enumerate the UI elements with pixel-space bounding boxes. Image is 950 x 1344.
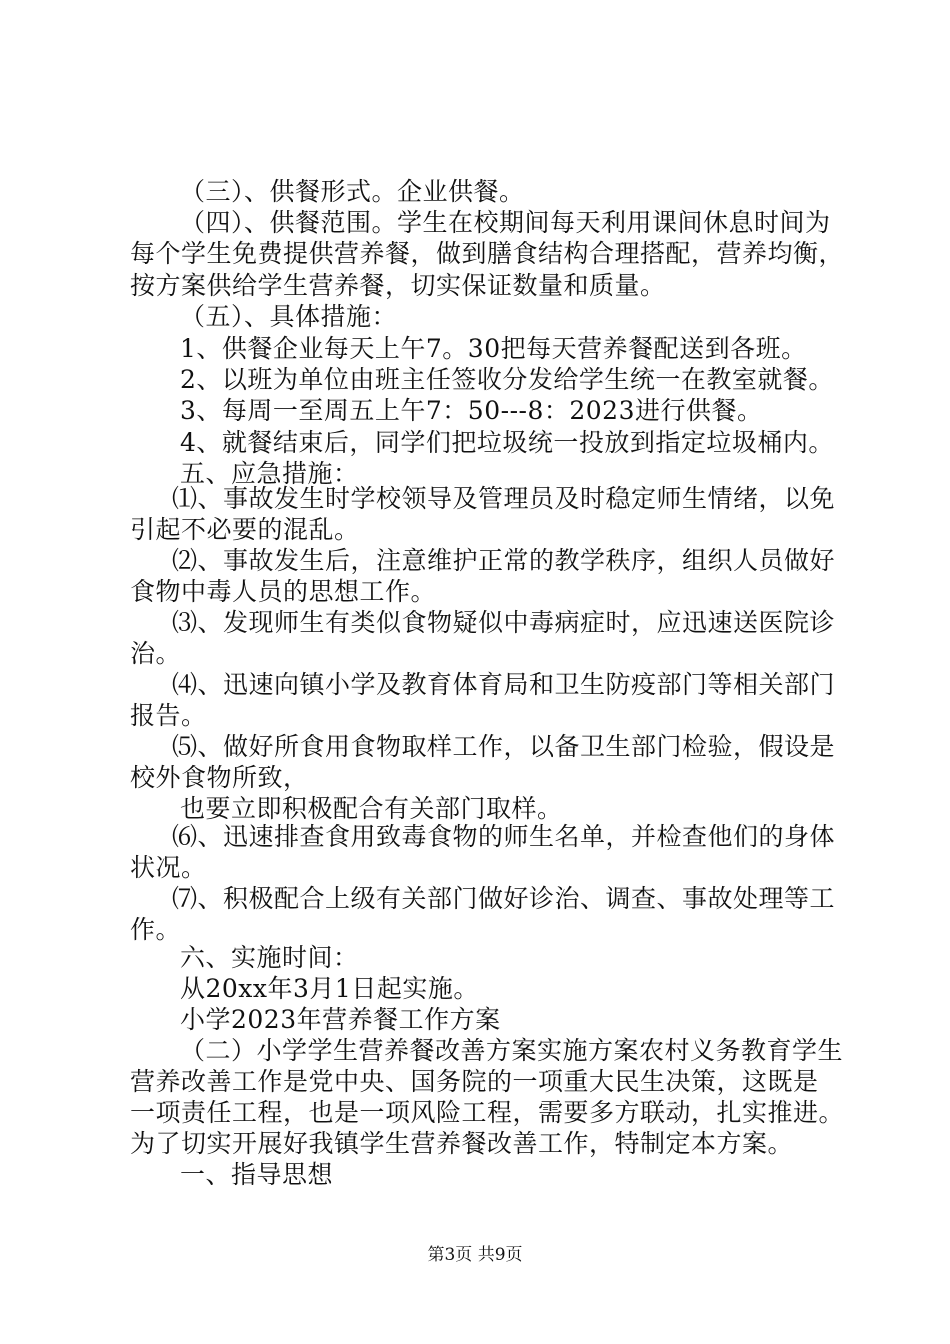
text-line: ⑷、迅速向镇小学及教育体育局和卫生防疫部门等相关部门	[172, 670, 836, 699]
text-line: 食物中毒人员的思想工作。	[130, 577, 437, 606]
text-line: 六、实施时间：	[180, 943, 359, 972]
text-line: 报告。	[130, 701, 207, 730]
text-line: 也要立即积极配合有关部门取样。	[180, 794, 563, 823]
text-line: 一项责任工程，也是一项风险工程，需要多方联动，扎实推进。	[130, 1098, 845, 1127]
text-line: 治。	[130, 639, 182, 668]
text-line: （三）、供餐形式。企业供餐。	[180, 177, 525, 206]
page-number-footer: 第3页 共9页	[427, 1245, 523, 1265]
text-line: 营养改善工作是党中央、国务院的一项重大民生决策，这既是	[130, 1067, 819, 1096]
text-line: 作。	[130, 915, 182, 944]
text-line: ⑺、积极配合上级有关部门做好诊治、调查、事故处理等工	[172, 884, 836, 913]
text-line: ⑸、做好所食用食物取样工作，以备卫生部门检验，假设是	[172, 732, 836, 761]
text-line: 2、以班为单位由班主任签收分发给学生统一在教室就餐。	[180, 365, 834, 394]
text-line: ⑹、迅速排查食用致毒食物的师生名单，并检查他们的身体	[172, 822, 836, 851]
text-line: 引起不必要的混乱。	[130, 515, 360, 544]
text-line: 4、就餐结束后，同学们把垃圾统一投放到指定垃圾桶内。	[180, 428, 834, 457]
document-subtitle: 小学2023年营养餐工作方案	[180, 1005, 501, 1034]
text-line: ⑵、事故发生后，注意维护正常的教学秩序，组织人员做好	[172, 546, 836, 575]
text-line: 五、应急措施：	[180, 459, 359, 488]
text-line: （四）、供餐范围。学生在校期间每天利用课间休息时间为	[180, 208, 831, 237]
text-line: 状况。	[130, 853, 207, 882]
section-heading: 一、指导思想	[180, 1160, 334, 1189]
text-line: 校外食物所致，	[130, 763, 309, 792]
text-line: 每个学生免费提供营养餐，做到膳食结构合理搭配，营养均衡，	[130, 239, 845, 268]
text-line: 按方案供给学生营养餐，切实保证数量和质量。	[130, 271, 666, 300]
text-line: ⑶、发现师生有类似食物疑似中毒病症时，应迅速送医院诊	[172, 608, 836, 637]
text-line: 为了切实开展好我镇学生营养餐改善工作，特制定本方案。	[130, 1129, 794, 1158]
text-line: ⑴、事故发生时学校领导及管理员及时稳定师生情绪，以免	[172, 484, 836, 513]
text-line: （五）、具体措施：	[180, 302, 398, 331]
text-line: （二）小学学生营养餐改善方案实施方案农村义务教育学生	[180, 1036, 844, 1065]
text-line: 从20xx年3月1日起实施。	[180, 974, 479, 1003]
text-line: 1、供餐企业每天上午7。30把每天营养餐配送到各班。	[180, 334, 807, 363]
text-line: 3、每周一至周五上午7：50---8：2023进行供餐。	[180, 396, 763, 425]
